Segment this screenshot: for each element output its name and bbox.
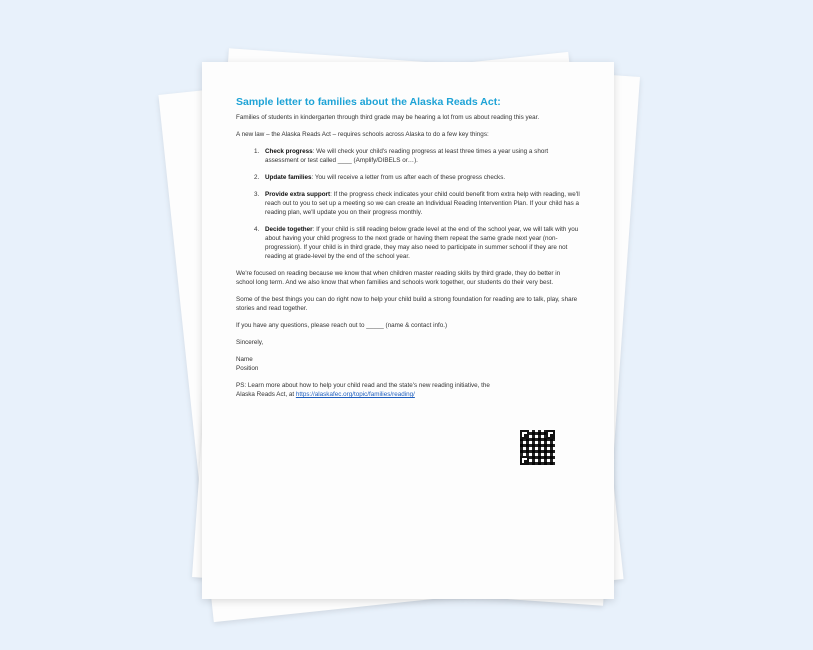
list-item: 1. Check progress: We will check your child's reading progress at least three times a year using a short assessment or test called ____ (Amplify/DIBELS or…). <box>261 147 580 165</box>
focus-paragraph: We're focused on reading because we know that when children master reading skills by third grade, they do better in school long term. And we also know that when families and schools work together, our students do their very best. <box>236 270 561 286</box>
list-item: 3. Provide extra support: If the progress check indicates your child could benefit from extra help with reading, we'll reach out to you to set up a meeting so we can create an Individual Reading Intervention Plan. If your child has a reading plan, we'll update you on their progress monthly. <box>261 190 580 217</box>
qr-code <box>520 430 555 465</box>
tips-paragraph: Some of the best things you can do right now to help your child build a strong foundation for reading are to talk, play, share stories and read together. <box>236 296 578 312</box>
signature-name: Name <box>236 356 253 363</box>
key-things-list <box>236 147 580 261</box>
sincerely-text: Sincerely, <box>236 339 264 346</box>
list-item: 2. Update families: You will receive a letter from us after each of these progress checks. <box>261 173 580 182</box>
questions-paragraph: If you have any questions, please reach out to _____ (name & contact info.) <box>236 322 448 329</box>
intro-paragraph: Families of students in kindergarten through third grade may be hearing a lot from us about reading this year. <box>236 114 540 121</box>
letter-page <box>202 62 614 599</box>
ps-link[interactable]: https://alaskafec.org/topic/families/reading/ <box>295 391 415 398</box>
letter-title: Sample letter to families about the Alaska Reads Act: <box>236 96 501 108</box>
ps-paragraph: PS: Learn more about how to help your child read and the state's new reading initiative, the Alaska Reads Act, at https://alaskafec.org/topic/families/reading/ <box>236 382 490 398</box>
law-intro-paragraph: A new law – the Alaska Reads Act – requires schools across Alaska to do a few key things: <box>236 131 489 138</box>
signature-position: Position <box>236 365 259 372</box>
list-item: 4. Decide together: If your child is still reading below grade level at the end of the school year, we will talk with you about having your child progress to the next grade or having them repeat the same grade next year (non-progression). If your child is in third grade, they may also need to participate in summer school if they are not reading at grade-level by the end of the school year. <box>261 225 580 261</box>
